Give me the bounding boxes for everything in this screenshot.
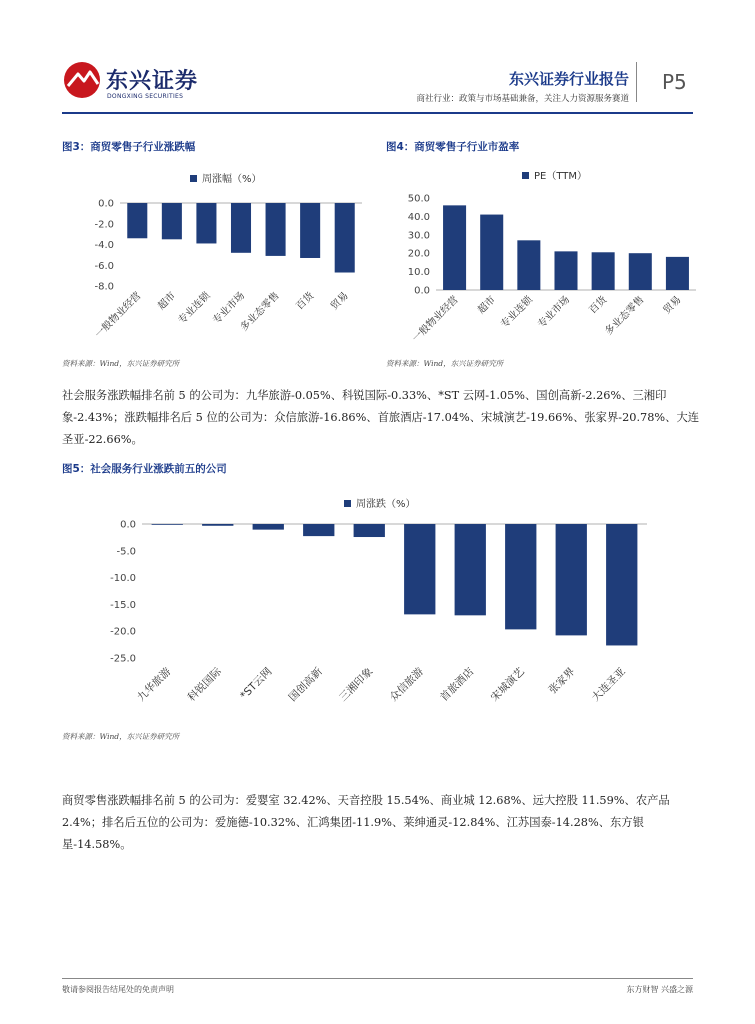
x-tick-label: 众信旅游 — [387, 665, 426, 704]
legend-label: 周涨幅（%） — [202, 174, 262, 185]
x-tick-label: 专业连锁 — [176, 290, 213, 327]
bar — [606, 524, 637, 645]
bar — [480, 215, 503, 290]
logo-subtext: DONGXING SECURITIES — [107, 93, 184, 100]
y-tick-label: -6.0 — [94, 260, 114, 272]
fig3-title: 图3：商贸零售子行业涨跌幅 — [62, 141, 196, 153]
header-rule — [62, 112, 693, 114]
y-tick-label: 10.0 — [407, 267, 430, 279]
x-tick-label: 贸易 — [328, 290, 351, 313]
header-separator — [636, 62, 637, 102]
bar — [202, 524, 233, 526]
fig3-chart — [62, 160, 372, 355]
logo-icon — [62, 60, 102, 100]
bar — [443, 205, 466, 290]
x-tick-label: 专业连锁 — [498, 294, 535, 331]
x-tick-label: 多业态零售 — [603, 294, 647, 338]
x-tick-label: 贸易 — [661, 294, 684, 317]
fig3-source: 资料来源：Wind，东兴证券研究所 — [62, 359, 180, 368]
y-tick-label: 0.0 — [98, 198, 114, 210]
bar — [303, 524, 334, 536]
paragraph-social-services: 社会服务涨跌幅排名前 5 的公司为：九华旅游-0.05%、科锐国际-0.33%、*ST 云网-1.05%、国创高新-2.26%、三湘印象-2.43%；涨跌幅排名后 5 位的公司为：众信旅游-16.86%、首旅酒店-17.04%、宋城演艺-19.66%、张家界-20.78%、大连圣亚-22.66%。 — [62, 389, 700, 446]
legend-swatch — [344, 500, 351, 507]
y-tick-label: -8.0 — [94, 281, 114, 293]
y-tick-label: 30.0 — [407, 230, 430, 242]
y-tick-label: -5.0 — [116, 546, 136, 558]
bar — [152, 524, 183, 525]
bar — [505, 524, 536, 629]
footer-disclaimer: 敬请参阅报告结尾处的免责声明 — [62, 985, 174, 994]
bar — [253, 524, 284, 530]
x-tick-label: 专业市场 — [536, 294, 573, 331]
x-tick-label: 大连圣亚 — [589, 665, 628, 704]
page-number: P5 — [662, 70, 687, 94]
y-tick-label: 20.0 — [407, 248, 430, 260]
x-tick-label: 科锐国际 — [185, 665, 224, 704]
bar — [231, 203, 251, 253]
x-tick-label: 超市 — [475, 294, 498, 317]
x-tick-label: 宋城演艺 — [488, 665, 527, 704]
logo-text: 东兴证券 — [106, 69, 199, 94]
x-tick-label: 百货 — [294, 290, 317, 313]
y-tick-label: -4.0 — [94, 240, 114, 251]
x-tick-label: 百货 — [587, 294, 610, 317]
legend-label: 周涨跌（%） — [356, 499, 416, 510]
x-tick-label: *ST云网 — [238, 665, 275, 702]
y-tick-label: -25.0 — [110, 653, 136, 665]
x-tick-label: 首旅酒店 — [438, 665, 477, 704]
y-tick-label: -2.0 — [94, 219, 114, 231]
bar — [162, 203, 182, 239]
y-tick-label: 0.0 — [120, 519, 136, 531]
fig5-chart — [62, 482, 692, 722]
y-tick-label: -15.0 — [110, 599, 136, 611]
fig5-title: 图5：社会服务行业涨跌前五的公司 — [62, 463, 227, 475]
bar — [666, 257, 689, 290]
y-tick-label: 0.0 — [414, 285, 430, 297]
report-subtitle: 商社行业：政策与市场基础兼备，关注人力资源服务赛道 — [416, 94, 629, 104]
bar — [196, 203, 216, 243]
y-tick-label: 40.0 — [407, 211, 430, 223]
bar — [556, 524, 587, 635]
y-tick-label: -10.0 — [110, 573, 136, 585]
bar — [455, 524, 486, 615]
footer-rule — [62, 978, 693, 979]
x-tick-label: 国创高新 — [286, 665, 325, 704]
x-tick-label: 九华旅游 — [135, 665, 174, 704]
y-tick-label: 50.0 — [407, 193, 430, 205]
bar — [592, 252, 615, 290]
fig4-chart — [386, 160, 696, 355]
x-tick-label: 张家界 — [546, 665, 578, 697]
bar — [554, 251, 577, 290]
bar — [266, 203, 286, 256]
fig4-title: 图4：商贸零售子行业市盈率 — [386, 141, 520, 153]
bar — [517, 240, 540, 290]
x-tick-label: 一般物业经营 — [410, 294, 461, 345]
bar — [335, 203, 355, 273]
bar — [300, 203, 320, 258]
paragraph-retail: 商贸零售涨跌幅排名前 5 的公司为：爱婴室 32.42%、天音控股 15.54%、商业城 12.68%、远大控股 11.59%、农产品 2.4%；排名后五位的公司为：爱施德-10.32%、汇鸿集团-11.9%、莱绅通灵-12.84%、江苏国泰-14.28%、东方银星-14.58%。 — [62, 794, 670, 851]
legend-swatch — [522, 172, 529, 179]
x-tick-label: 一般物业经营 — [93, 290, 144, 341]
footer-slogan: 东方财智 兴盛之源 — [626, 985, 693, 994]
x-tick-label: 三湘印象 — [337, 665, 376, 704]
header — [0, 0, 755, 120]
fig5-source: 资料来源：Wind，东兴证券研究所 — [62, 732, 180, 741]
fig4-source: 资料来源：Wind，东兴证券研究所 — [386, 359, 504, 368]
y-tick-label: -20.0 — [110, 626, 136, 638]
x-tick-label: 多业态零售 — [238, 290, 282, 334]
legend-label: PE（TTM） — [534, 171, 588, 182]
x-tick-label: 专业市场 — [211, 290, 248, 327]
legend-swatch — [190, 175, 197, 182]
bar — [404, 524, 435, 614]
bar — [354, 524, 385, 537]
bar — [629, 253, 652, 290]
x-tick-label: 超市 — [156, 290, 178, 313]
report-title: 东兴证券行业报告 — [508, 70, 629, 88]
bar — [127, 203, 147, 238]
